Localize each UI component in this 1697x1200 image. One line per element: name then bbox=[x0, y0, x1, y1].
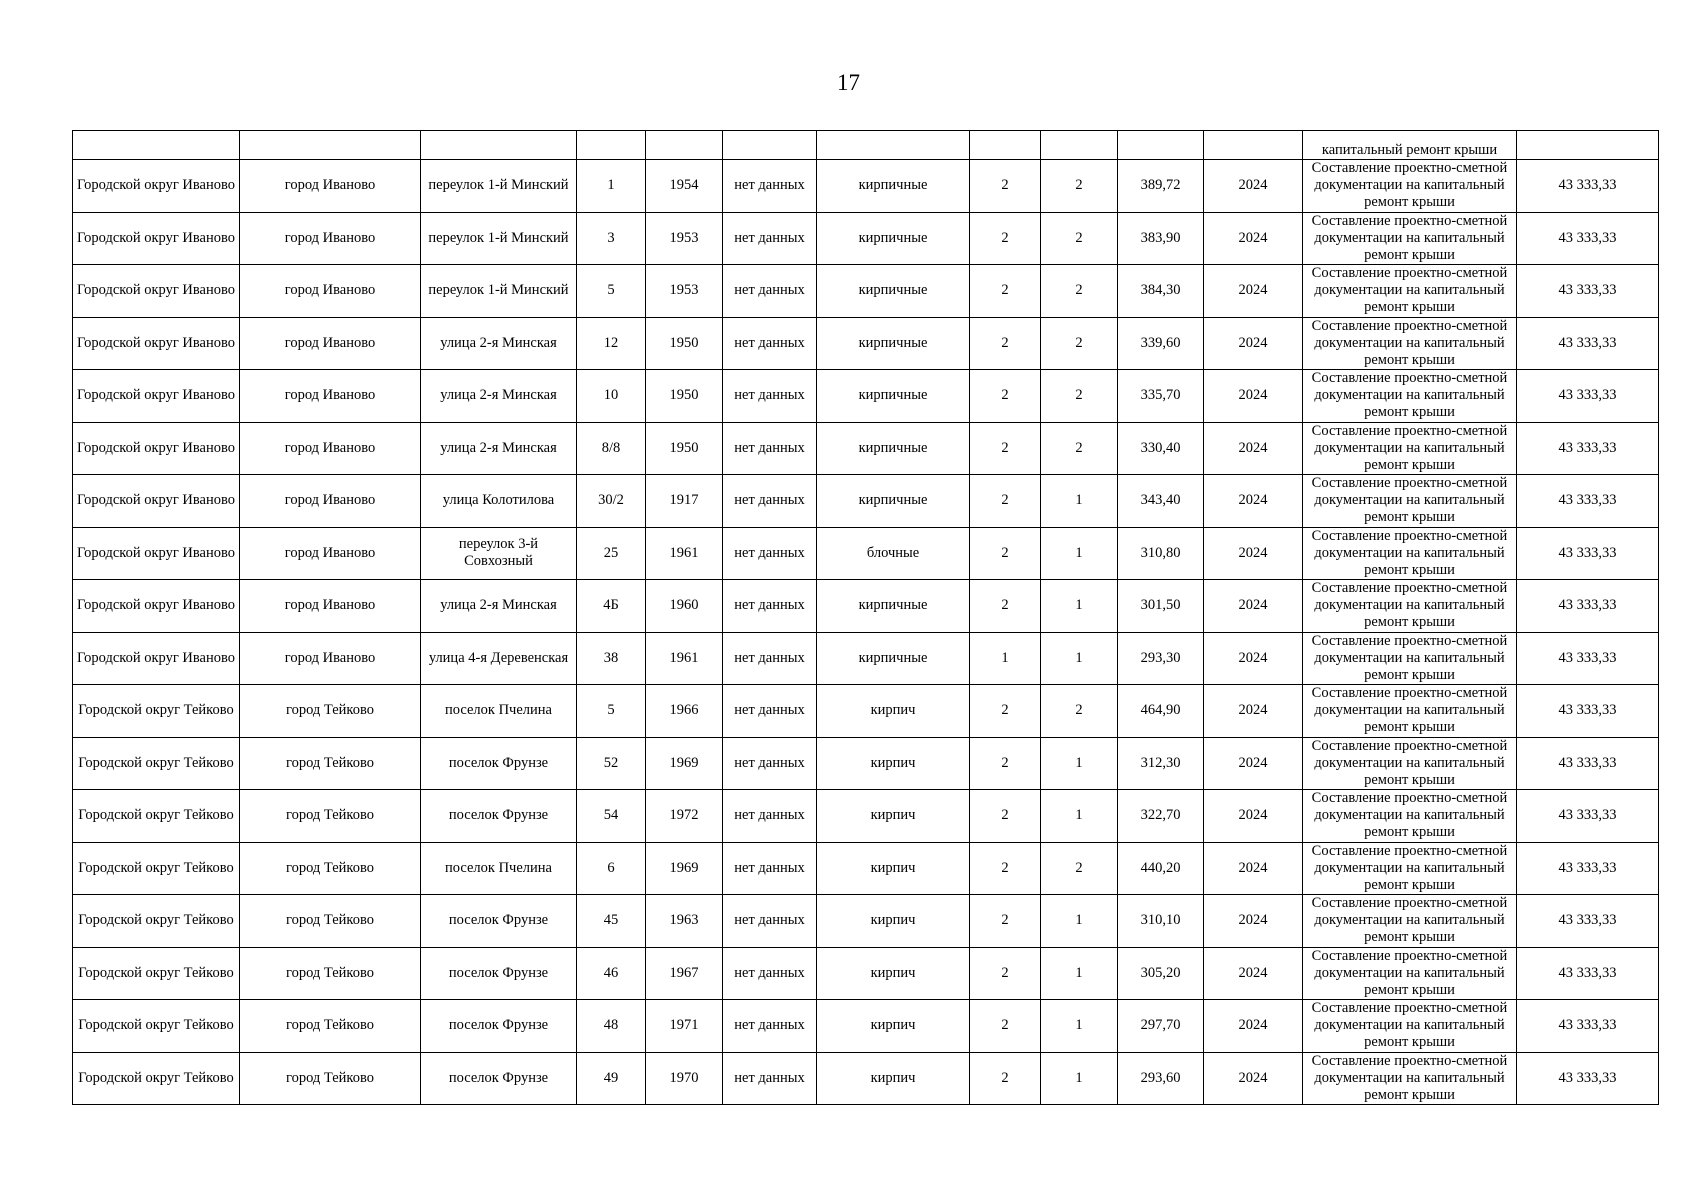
cell-area: 343,40 bbox=[1118, 475, 1204, 528]
cell-municipality: Городской округ Иваново bbox=[73, 422, 240, 475]
cell-commission-year: нет данных bbox=[723, 1000, 817, 1053]
cell-house-number bbox=[577, 131, 646, 160]
cell-settlement: город Иваново bbox=[240, 422, 421, 475]
cell-entrances: 1 bbox=[1041, 790, 1118, 843]
cell-house-number: 10 bbox=[577, 370, 646, 423]
cell-street: поселок Фрунзе bbox=[421, 895, 577, 948]
cell-plan-year: 2024 bbox=[1204, 317, 1303, 370]
cell-entrances: 1 bbox=[1041, 737, 1118, 790]
cell-municipality: Городской округ Тейково bbox=[73, 685, 240, 738]
cell-work-type: капитальный ремонт крыши bbox=[1303, 131, 1517, 160]
cell-municipality: Городской округ Тейково bbox=[73, 947, 240, 1000]
cell-floors: 2 bbox=[970, 475, 1041, 528]
continuation-row bbox=[73, 131, 1659, 160]
cell-work-type: Составление проектно-сметной документации на капитальный ремонт крыши bbox=[1303, 790, 1517, 843]
cell-floors: 2 bbox=[970, 685, 1041, 738]
cell-settlement: город Тейково bbox=[240, 1052, 421, 1105]
cell-wall-material: кирпичные bbox=[817, 475, 970, 528]
cell-area: 305,20 bbox=[1118, 947, 1204, 1000]
cell-cost: 43 333,33 bbox=[1517, 422, 1659, 475]
table-row bbox=[73, 895, 1659, 948]
cell-work-type: Составление проектно-сметной документации на капитальный ремонт крыши bbox=[1303, 737, 1517, 790]
cell-entrances: 1 bbox=[1041, 580, 1118, 633]
cell-cost: 43 333,33 bbox=[1517, 527, 1659, 580]
cell-wall-material: кирпич bbox=[817, 737, 970, 790]
table-row bbox=[73, 212, 1659, 265]
cell-build-year: 1953 bbox=[646, 212, 723, 265]
cell-floors: 2 bbox=[970, 1000, 1041, 1053]
table-row bbox=[73, 1052, 1659, 1105]
cell-settlement: город Иваново bbox=[240, 265, 421, 318]
cell-area: 310,80 bbox=[1118, 527, 1204, 580]
cell-work-type: Составление проектно-сметной документации на капитальный ремонт крыши bbox=[1303, 212, 1517, 265]
cell-work-type: Составление проектно-сметной документации на капитальный ремонт крыши bbox=[1303, 422, 1517, 475]
cell-floors: 2 bbox=[970, 580, 1041, 633]
cell-house-number: 49 bbox=[577, 1052, 646, 1105]
cell-commission-year: нет данных bbox=[723, 265, 817, 318]
cell-work-type: Составление проектно-сметной документации на капитальный ремонт крыши bbox=[1303, 475, 1517, 528]
cell-municipality: Городской округ Иваново bbox=[73, 370, 240, 423]
cell-municipality bbox=[73, 131, 240, 160]
cell-street: улица 4-я Деревенская bbox=[421, 632, 577, 685]
cell-plan-year: 2024 bbox=[1204, 160, 1303, 213]
cell-wall-material: кирпичные bbox=[817, 265, 970, 318]
cell-cost: 43 333,33 bbox=[1517, 370, 1659, 423]
cell-area: 297,70 bbox=[1118, 1000, 1204, 1053]
cell-plan-year bbox=[1204, 131, 1303, 160]
cell-plan-year: 2024 bbox=[1204, 212, 1303, 265]
cell-commission-year: нет данных bbox=[723, 895, 817, 948]
cell-street: улица 2-я Минская bbox=[421, 422, 577, 475]
cell-work-type: Составление проектно-сметной документации на капитальный ремонт крыши bbox=[1303, 1000, 1517, 1053]
cell-wall-material bbox=[817, 131, 970, 160]
cell-floors: 2 bbox=[970, 160, 1041, 213]
cell-house-number: 5 bbox=[577, 265, 646, 318]
cell-build-year: 1950 bbox=[646, 422, 723, 475]
cell-build-year: 1972 bbox=[646, 790, 723, 843]
cell-floors: 2 bbox=[970, 422, 1041, 475]
cell-settlement: город Иваново bbox=[240, 632, 421, 685]
cell-floors: 2 bbox=[970, 212, 1041, 265]
cell-commission-year: нет данных bbox=[723, 475, 817, 528]
cell-cost: 43 333,33 bbox=[1517, 685, 1659, 738]
cell-entrances: 1 bbox=[1041, 1000, 1118, 1053]
cell-street bbox=[421, 131, 577, 160]
cell-floors: 2 bbox=[970, 1052, 1041, 1105]
cell-house-number: 30/2 bbox=[577, 475, 646, 528]
cell-area: 293,30 bbox=[1118, 632, 1204, 685]
cell-street: переулок 1-й Минский bbox=[421, 212, 577, 265]
cell-cost: 43 333,33 bbox=[1517, 1052, 1659, 1105]
cell-settlement: город Тейково bbox=[240, 685, 421, 738]
cell-cost: 43 333,33 bbox=[1517, 947, 1659, 1000]
cell-commission-year: нет данных bbox=[723, 737, 817, 790]
cell-wall-material: кирпичные bbox=[817, 212, 970, 265]
cell-plan-year: 2024 bbox=[1204, 370, 1303, 423]
cell-cost: 43 333,33 bbox=[1517, 317, 1659, 370]
cell-wall-material: кирпичные bbox=[817, 632, 970, 685]
cell-cost: 43 333,33 bbox=[1517, 475, 1659, 528]
cell-wall-material: кирпич bbox=[817, 842, 970, 895]
cell-commission-year: нет данных bbox=[723, 685, 817, 738]
cell-municipality: Городской округ Тейково bbox=[73, 1052, 240, 1105]
cell-floors: 2 bbox=[970, 895, 1041, 948]
table-row bbox=[73, 790, 1659, 843]
cell-settlement bbox=[240, 131, 421, 160]
table-row bbox=[73, 265, 1659, 318]
cell-entrances bbox=[1041, 131, 1118, 160]
cell-entrances: 1 bbox=[1041, 947, 1118, 1000]
cell-municipality: Городской округ Иваново bbox=[73, 632, 240, 685]
cell-area: 310,10 bbox=[1118, 895, 1204, 948]
cell-work-type: Составление проектно-сметной документации на капитальный ремонт крыши bbox=[1303, 1052, 1517, 1105]
cell-street: улица 2-я Минская bbox=[421, 317, 577, 370]
cell-house-number: 45 bbox=[577, 895, 646, 948]
cell-entrances: 2 bbox=[1041, 160, 1118, 213]
cell-build-year: 1954 bbox=[646, 160, 723, 213]
cell-street: переулок 1-й Минский bbox=[421, 265, 577, 318]
cell-entrances: 1 bbox=[1041, 475, 1118, 528]
table-row bbox=[73, 370, 1659, 423]
cell-wall-material: кирпичные bbox=[817, 160, 970, 213]
cell-cost: 43 333,33 bbox=[1517, 580, 1659, 633]
cell-settlement: город Иваново bbox=[240, 527, 421, 580]
cell-cost: 43 333,33 bbox=[1517, 790, 1659, 843]
cell-build-year: 1971 bbox=[646, 1000, 723, 1053]
cell-build-year: 1950 bbox=[646, 370, 723, 423]
cell-cost: 43 333,33 bbox=[1517, 737, 1659, 790]
cell-wall-material: кирпич bbox=[817, 1000, 970, 1053]
cell-house-number: 46 bbox=[577, 947, 646, 1000]
cell-cost: 43 333,33 bbox=[1517, 160, 1659, 213]
cell-house-number: 12 bbox=[577, 317, 646, 370]
cell-plan-year: 2024 bbox=[1204, 632, 1303, 685]
cell-house-number: 1 bbox=[577, 160, 646, 213]
cell-area bbox=[1118, 131, 1204, 160]
cell-settlement: город Тейково bbox=[240, 947, 421, 1000]
cell-street: поселок Пчелина bbox=[421, 685, 577, 738]
cell-build-year: 1970 bbox=[646, 1052, 723, 1105]
cell-commission-year: нет данных bbox=[723, 1052, 817, 1105]
cell-street: поселок Фрунзе bbox=[421, 790, 577, 843]
cell-work-type: Составление проектно-сметной документации на капитальный ремонт крыши bbox=[1303, 370, 1517, 423]
cell-floors: 2 bbox=[970, 947, 1041, 1000]
cell-municipality: Городской округ Тейково bbox=[73, 790, 240, 843]
cell-wall-material: кирпич bbox=[817, 790, 970, 843]
cell-settlement: город Иваново bbox=[240, 475, 421, 528]
cell-house-number: 54 bbox=[577, 790, 646, 843]
cell-settlement: город Иваново bbox=[240, 580, 421, 633]
cell-street: переулок 1-й Минский bbox=[421, 160, 577, 213]
cell-settlement: город Тейково bbox=[240, 842, 421, 895]
cell-cost: 43 333,33 bbox=[1517, 895, 1659, 948]
cell-street: переулок 3-й Совхозный bbox=[421, 527, 577, 580]
cell-house-number: 25 bbox=[577, 527, 646, 580]
cell-floors: 2 bbox=[970, 790, 1041, 843]
cell-build-year: 1963 bbox=[646, 895, 723, 948]
cell-plan-year: 2024 bbox=[1204, 1000, 1303, 1053]
cell-municipality: Городской округ Иваново bbox=[73, 527, 240, 580]
table-row bbox=[73, 160, 1659, 213]
cell-municipality: Городской округ Тейково bbox=[73, 1000, 240, 1053]
cell-work-type: Составление проектно-сметной документации на капитальный ремонт крыши bbox=[1303, 527, 1517, 580]
cell-build-year: 1960 bbox=[646, 580, 723, 633]
cell-house-number: 6 bbox=[577, 842, 646, 895]
cell-floors: 2 bbox=[970, 265, 1041, 318]
cell-work-type: Составление проектно-сметной документации на капитальный ремонт крыши bbox=[1303, 685, 1517, 738]
cell-entrances: 2 bbox=[1041, 685, 1118, 738]
cell-municipality: Городской округ Иваново bbox=[73, 160, 240, 213]
cell-commission-year: нет данных bbox=[723, 212, 817, 265]
cell-floors: 2 bbox=[970, 527, 1041, 580]
cell-entrances: 1 bbox=[1041, 895, 1118, 948]
cell-commission-year: нет данных bbox=[723, 317, 817, 370]
cell-commission-year: нет данных bbox=[723, 527, 817, 580]
cell-entrances: 2 bbox=[1041, 265, 1118, 318]
cell-house-number: 5 bbox=[577, 685, 646, 738]
cell-settlement: город Иваново bbox=[240, 212, 421, 265]
cell-build-year: 1966 bbox=[646, 685, 723, 738]
cell-work-type: Составление проектно-сметной документации на капитальный ремонт крыши bbox=[1303, 632, 1517, 685]
cell-area: 301,50 bbox=[1118, 580, 1204, 633]
cell-settlement: город Тейково bbox=[240, 895, 421, 948]
cell-area: 339,60 bbox=[1118, 317, 1204, 370]
cell-area: 312,30 bbox=[1118, 737, 1204, 790]
cell-street: поселок Фрунзе bbox=[421, 737, 577, 790]
cell-commission-year: нет данных bbox=[723, 842, 817, 895]
cell-floors: 2 bbox=[970, 370, 1041, 423]
cell-commission-year: нет данных bbox=[723, 632, 817, 685]
table-row bbox=[73, 317, 1659, 370]
cell-commission-year: нет данных bbox=[723, 580, 817, 633]
cell-municipality: Городской округ Иваново bbox=[73, 265, 240, 318]
cell-area: 384,30 bbox=[1118, 265, 1204, 318]
cell-entrances: 2 bbox=[1041, 422, 1118, 475]
table-row bbox=[73, 685, 1659, 738]
cell-area: 383,90 bbox=[1118, 212, 1204, 265]
cell-wall-material: кирпичные bbox=[817, 422, 970, 475]
cell-municipality: Городской округ Иваново bbox=[73, 212, 240, 265]
cell-municipality: Городской округ Иваново bbox=[73, 475, 240, 528]
cell-work-type: Составление проектно-сметной документации на капитальный ремонт крыши bbox=[1303, 580, 1517, 633]
cell-wall-material: кирпич bbox=[817, 1052, 970, 1105]
cell-work-type: Составление проектно-сметной документации на капитальный ремонт крыши bbox=[1303, 895, 1517, 948]
cell-work-type: Составление проектно-сметной документации на капитальный ремонт крыши bbox=[1303, 317, 1517, 370]
cell-floors: 2 bbox=[970, 842, 1041, 895]
cell-settlement: город Тейково bbox=[240, 1000, 421, 1053]
cell-area: 330,40 bbox=[1118, 422, 1204, 475]
cell-build-year: 1917 bbox=[646, 475, 723, 528]
cell-entrances: 2 bbox=[1041, 370, 1118, 423]
cell-house-number: 38 bbox=[577, 632, 646, 685]
cell-plan-year: 2024 bbox=[1204, 947, 1303, 1000]
cell-house-number: 8/8 bbox=[577, 422, 646, 475]
cell-street: поселок Фрунзе bbox=[421, 1000, 577, 1053]
cell-commission-year bbox=[723, 131, 817, 160]
cell-work-type: Составление проектно-сметной документации на капитальный ремонт крыши bbox=[1303, 160, 1517, 213]
cell-street: улица Колотилова bbox=[421, 475, 577, 528]
cell-build-year: 1953 bbox=[646, 265, 723, 318]
cell-cost: 43 333,33 bbox=[1517, 212, 1659, 265]
cell-street: поселок Пчелина bbox=[421, 842, 577, 895]
cell-plan-year: 2024 bbox=[1204, 527, 1303, 580]
cell-house-number: 3 bbox=[577, 212, 646, 265]
cell-wall-material: блочные bbox=[817, 527, 970, 580]
cell-cost bbox=[1517, 131, 1659, 160]
cell-entrances: 1 bbox=[1041, 527, 1118, 580]
cell-build-year: 1961 bbox=[646, 527, 723, 580]
cell-house-number: 52 bbox=[577, 737, 646, 790]
page-number: 17 bbox=[837, 70, 860, 95]
cell-area: 335,70 bbox=[1118, 370, 1204, 423]
cell-commission-year: нет данных bbox=[723, 790, 817, 843]
cell-house-number: 48 bbox=[577, 1000, 646, 1053]
cell-settlement: город Иваново bbox=[240, 317, 421, 370]
cell-area: 322,70 bbox=[1118, 790, 1204, 843]
cell-wall-material: кирпичные bbox=[817, 580, 970, 633]
cell-plan-year: 2024 bbox=[1204, 895, 1303, 948]
table-row bbox=[73, 632, 1659, 685]
cell-build-year: 1950 bbox=[646, 317, 723, 370]
cell-wall-material: кирпичные bbox=[817, 370, 970, 423]
table-body bbox=[73, 131, 1659, 1105]
cell-commission-year: нет данных bbox=[723, 947, 817, 1000]
cell-plan-year: 2024 bbox=[1204, 842, 1303, 895]
cell-municipality: Городской округ Тейково bbox=[73, 842, 240, 895]
cell-area: 464,90 bbox=[1118, 685, 1204, 738]
cell-floors bbox=[970, 131, 1041, 160]
cell-area: 389,72 bbox=[1118, 160, 1204, 213]
table-row bbox=[73, 947, 1659, 1000]
table-row bbox=[73, 422, 1659, 475]
cell-municipality: Городской округ Тейково bbox=[73, 737, 240, 790]
cell-work-type: Составление проектно-сметной документации на капитальный ремонт крыши bbox=[1303, 265, 1517, 318]
cell-municipality: Городской округ Тейково bbox=[73, 895, 240, 948]
cell-cost: 43 333,33 bbox=[1517, 632, 1659, 685]
cell-municipality: Городской округ Иваново bbox=[73, 317, 240, 370]
cell-settlement: город Тейково bbox=[240, 790, 421, 843]
cell-area: 293,60 bbox=[1118, 1052, 1204, 1105]
cell-floors: 2 bbox=[970, 317, 1041, 370]
cell-wall-material: кирпич bbox=[817, 685, 970, 738]
cell-work-type: Составление проектно-сметной документации на капитальный ремонт крыши bbox=[1303, 842, 1517, 895]
cell-entrances: 2 bbox=[1041, 842, 1118, 895]
cell-plan-year: 2024 bbox=[1204, 475, 1303, 528]
cell-entrances: 1 bbox=[1041, 1052, 1118, 1105]
cell-commission-year: нет данных bbox=[723, 160, 817, 213]
cell-settlement: город Иваново bbox=[240, 160, 421, 213]
cell-plan-year: 2024 bbox=[1204, 737, 1303, 790]
cell-wall-material: кирпич bbox=[817, 947, 970, 1000]
cell-build-year bbox=[646, 131, 723, 160]
cell-wall-material: кирпич bbox=[817, 895, 970, 948]
cell-plan-year: 2024 bbox=[1204, 1052, 1303, 1105]
cell-settlement: город Иваново bbox=[240, 370, 421, 423]
cell-street: поселок Фрунзе bbox=[421, 1052, 577, 1105]
cell-build-year: 1969 bbox=[646, 842, 723, 895]
cell-entrances: 2 bbox=[1041, 212, 1118, 265]
cell-street: поселок Фрунзе bbox=[421, 947, 577, 1000]
cell-build-year: 1961 bbox=[646, 632, 723, 685]
table-row bbox=[73, 737, 1659, 790]
cell-street: улица 2-я Минская bbox=[421, 370, 577, 423]
cell-plan-year: 2024 bbox=[1204, 422, 1303, 475]
table-row bbox=[73, 580, 1659, 633]
table-row bbox=[73, 527, 1659, 580]
cell-commission-year: нет данных bbox=[723, 422, 817, 475]
cell-build-year: 1969 bbox=[646, 737, 723, 790]
cell-floors: 1 bbox=[970, 632, 1041, 685]
cell-house-number: 4Б bbox=[577, 580, 646, 633]
cell-plan-year: 2024 bbox=[1204, 685, 1303, 738]
cell-cost: 43 333,33 bbox=[1517, 265, 1659, 318]
cell-entrances: 2 bbox=[1041, 317, 1118, 370]
cell-plan-year: 2024 bbox=[1204, 265, 1303, 318]
cell-cost: 43 333,33 bbox=[1517, 842, 1659, 895]
cell-plan-year: 2024 bbox=[1204, 580, 1303, 633]
housing-registry-table bbox=[72, 130, 1659, 1105]
cell-work-type: Составление проектно-сметной документации на капитальный ремонт крыши bbox=[1303, 947, 1517, 1000]
cell-municipality: Городской округ Иваново bbox=[73, 580, 240, 633]
table-row bbox=[73, 1000, 1659, 1053]
table-row bbox=[73, 475, 1659, 528]
cell-cost: 43 333,33 bbox=[1517, 1000, 1659, 1053]
cell-settlement: город Тейково bbox=[240, 737, 421, 790]
cell-street: улица 2-я Минская bbox=[421, 580, 577, 633]
table-row bbox=[73, 842, 1659, 895]
cell-build-year: 1967 bbox=[646, 947, 723, 1000]
cell-floors: 2 bbox=[970, 737, 1041, 790]
cell-area: 440,20 bbox=[1118, 842, 1204, 895]
cell-plan-year: 2024 bbox=[1204, 790, 1303, 843]
cell-entrances: 1 bbox=[1041, 632, 1118, 685]
cell-commission-year: нет данных bbox=[723, 370, 817, 423]
cell-wall-material: кирпичные bbox=[817, 317, 970, 370]
